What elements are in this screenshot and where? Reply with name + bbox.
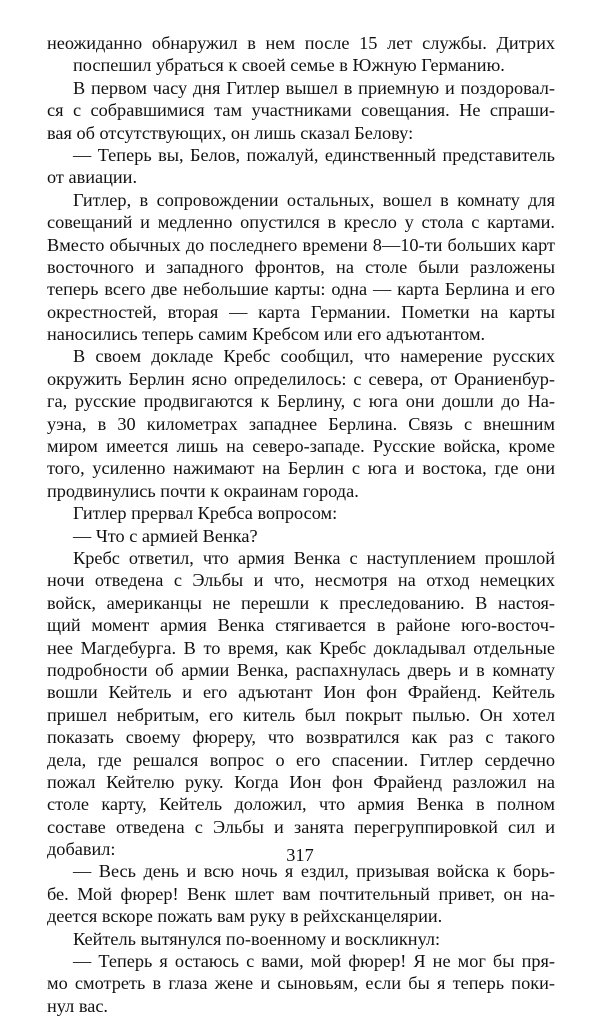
text-line: добавил: — [47, 839, 116, 860]
text-line: га, русские продвигаются к Берлину, с юга они дошли до На- — [47, 391, 555, 412]
text-line: бе. Мой фюрер! Венк шлет вам почтительный привет, он на- — [47, 883, 555, 904]
text-line: ночи отведена с Эльбы и что, несмотря на отход немецких — [47, 570, 555, 591]
paragraph — [47, 345, 555, 502]
text-line: — Теперь вы, Белов, пожалуй, единственный представитель — [73, 144, 555, 165]
text-line: восточного и западного фронтов, на столе были разложены — [47, 256, 555, 277]
text-line: нул вас. — [47, 995, 109, 1016]
paragraph — [47, 502, 555, 524]
text-line: от авиации. — [47, 167, 138, 188]
paragraph — [47, 860, 555, 927]
text-line: Кребс ответил, что армия Венка с наступлением прошлой — [73, 547, 555, 568]
text-line: Гитлер, в сопровождении остальных, вошел в комнату для — [73, 189, 555, 210]
text-line: дела, где решался вопрос о его спасении. Гитлер сердечно — [47, 749, 555, 770]
text-line: того, усиленно нажимают на Берлин с юга и востока, где они — [47, 458, 555, 479]
text-line: показать своему фюреру, что возвратился как раз с такого — [47, 727, 555, 748]
text-line: В первом часу дня Гитлер вышел в приемную и поздоровал- — [73, 77, 555, 98]
text-line: подробности об армии Венка, распахнулась дверь и в комнату — [47, 659, 555, 680]
paragraph — [47, 144, 555, 189]
text-line: теперь всего две небольшие карты: одна — карта Берлина и его — [47, 279, 555, 300]
text-line: нее Магдебурга. В то время, как Кребс докладывал отдельные — [47, 637, 555, 658]
paragraph — [47, 525, 555, 547]
text-line: окружить Берлин ясно определилось: с севера, от Ораниенбур- — [47, 368, 555, 389]
text-line: Кейтель вытянулся по-военному и воскликнул: — [73, 928, 441, 949]
text-line: Вместо обычных до последнего времени 8—10-ти больших карт — [47, 234, 555, 255]
text-line: уэна, в 30 километрах западнее Берлина. Связь с внешним — [47, 413, 555, 434]
text-line: деется вскоре пожать вам руку в рейхсканцелярии. — [47, 906, 443, 927]
text-line: продвинулись почти к окраинам города. — [47, 480, 359, 501]
text-line: мо смотреть в глаза жене и сыновьям, если бы я теперь поки- — [47, 973, 555, 994]
text-line: войск, американцы не перешли к преследованию. В настоя- — [47, 592, 555, 613]
text-line: — Что с армией Венка? — [73, 525, 258, 546]
text-line: окрестностей, вторая — карта Германии. Пометки на карты — [47, 301, 555, 322]
text-line: неожиданно обнаружил в нем после 15 лет службы. Дитрих — [47, 33, 555, 53]
page-number: 317 — [286, 845, 314, 865]
text-line: пришел небритым, его китель был покрыт пылью. Он хотел — [47, 704, 555, 725]
text-line: ся с собравшимися там участниками совещания. Не спраши- — [47, 100, 555, 121]
text-line: миром имеется лишь на северо-западе. Русские войска, кроме — [47, 436, 555, 457]
text-line: — Весь день и всю ночь я ездил, призывая войска к борь- — [73, 861, 555, 882]
paragraph — [47, 950, 555, 1017]
text-line: составе отведена с Эльбы и занята перегруппировкой сил и — [47, 816, 555, 837]
text-line: вошли Кейтель и его адъютант Ион фон Фрайенд. Кейтель — [47, 682, 555, 703]
paragraph — [47, 32, 555, 77]
text-line: В своем докладе Кребс сообщил, что намерение русских — [73, 346, 555, 367]
text-line: пожал Кейтелю руку. Когда Ион фон Фрайенд разложил на — [47, 771, 555, 792]
text-line: наносились теперь самим Кребсом или его адъютантом. — [47, 324, 486, 345]
paragraph — [47, 77, 555, 144]
text-line: Гитлер прервал Кребса вопросом: — [73, 503, 338, 524]
text-line: вая об отсутствующих, он лишь сказал Белову: — [47, 122, 414, 143]
text-line: щий момент армия Венка стягивается в районе юго-восточ- — [47, 615, 555, 636]
text-line: совещаний и медленно опустился в кресло у стола с картами. — [47, 212, 555, 233]
page-body — [47, 32, 555, 1017]
paragraph — [47, 189, 555, 346]
text-line: поспешил убраться к своей семье в Южную Германию. — [73, 55, 505, 76]
text-line: — Теперь я остаюсь с вами, мой фюрер! Я не мог бы пря- — [73, 951, 555, 972]
text-line: столе карту, Кейтель доложил, что армия Венка в полном — [47, 794, 555, 815]
paragraph — [47, 547, 555, 860]
paragraph — [47, 928, 555, 950]
